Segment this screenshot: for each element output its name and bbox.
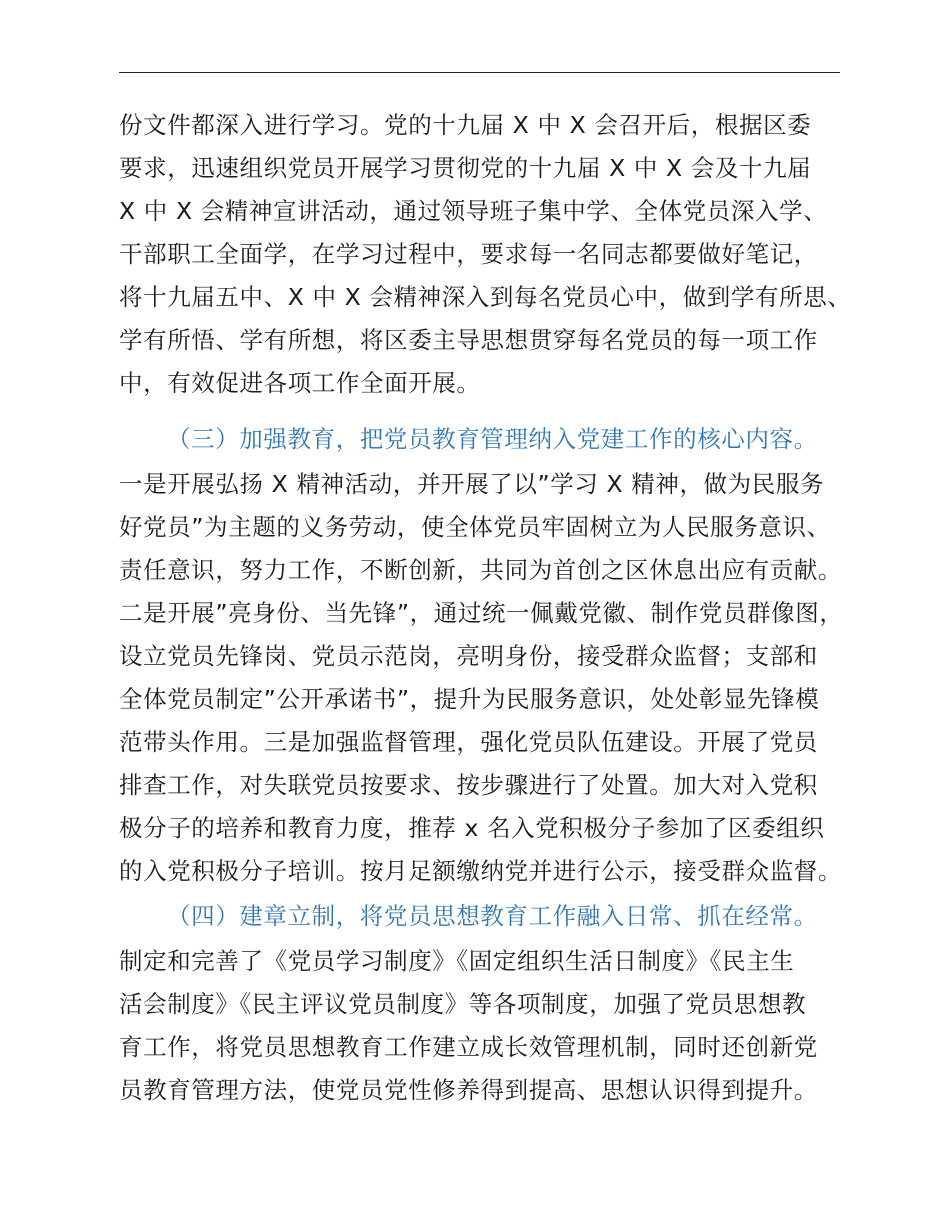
text-line: X 中 X 会精神宣讲活动，通过领导班子集中学、全体党员深入学、 [119, 197, 828, 225]
text-line: 份文件都深入进行学习。党的十九届 X 中 X 会召开后，根据区委 [119, 111, 812, 139]
text-line: 设立党员先锋岗、党员示范岗，亮明身份，接受群众监督；支部和 [119, 642, 818, 670]
header-rule [119, 72, 840, 73]
section-heading-three: （三）加强教育，把党员教育管理纳入党建工作的核心内容。 [167, 425, 818, 453]
text-line: 的入党积极分子培训。按月足额缴纳党并进行公示，接受群众监督。 [119, 857, 842, 885]
text-line: 将十九届五中、X 中 X 会精神深入到每名党员心中，做到学有所思、 [119, 283, 852, 311]
text-line: 极分子的培养和教育力度，推荐 x 名入党积极分子参加了区委组织 [119, 814, 825, 842]
text-line: 范带头作用。三是加强监督管理，强化党员队伍建设。开展了党员 [119, 728, 818, 756]
section-heading-four: （四）建章立制，将党员思想教育工作融入日常、抓在经常。 [167, 902, 818, 930]
text-line: 干部职工全面学，在学习过程中，要求每一名同志都要做好笔记， [119, 240, 818, 268]
text-line: 二是开展”亮身份、当先锋”，通过统一佩戴党徽、制作党员群像图， [119, 599, 844, 627]
text-line: 好党员”为主题的义务劳动，使全体党员牢固树立为人民服务意识、 [119, 513, 831, 541]
text-line: 排查工作，对失联党员按要求、按步骤进行了处置。加大对入党积 [119, 771, 818, 799]
text-line: 制定和完善了《党员学习制度》《固定组织生活日制度》《民主生 [119, 947, 795, 975]
text-line: 员教育管理方法，使党员党性修养得到提高、思想认识得到提升。 [119, 1076, 818, 1104]
text-line: 责任意识，努力工作，不断创新，共同为首创之区休息出应有贡献。 [119, 556, 842, 584]
text-line: 一是开展弘扬 X 精神活动，并开展了以”学习 X 精神，做为民服务 [119, 470, 825, 498]
text-line: 学有所悟、学有所想，将区委主导思想贯穿每名党员的每一项工作 [119, 326, 818, 354]
text-line: 育工作，将党员思想教育工作建立成长效管理机制，同时还创新党 [119, 1033, 818, 1061]
text-line: 要求，迅速组织党员开展学习贯彻党的十九届 X 中 X 会及十九届 [119, 154, 812, 182]
text-line: 活会制度》《民主评议党员制度》等各项制度，加强了党员思想教 [119, 990, 807, 1018]
text-line: 中，有效促进各项工作全面开展。 [119, 369, 481, 397]
text-line: 全体党员制定”公开承诺书”，提升为民服务意识，处处彰显先锋模 [119, 685, 820, 713]
